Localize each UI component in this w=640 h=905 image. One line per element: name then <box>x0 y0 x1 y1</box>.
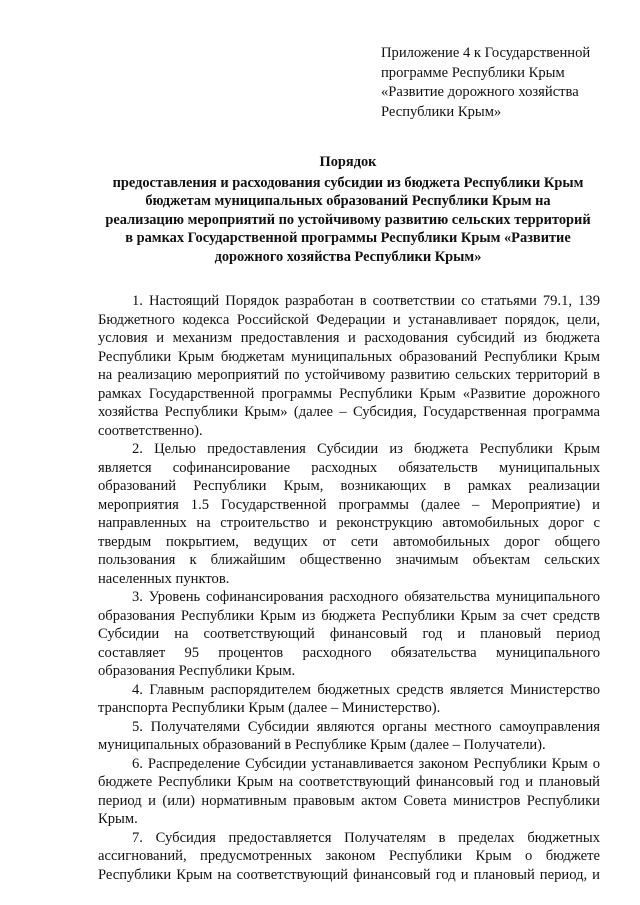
appendix-line: «Развитие дорожного хозяйства <box>381 84 579 100</box>
appendix-note <box>381 44 621 122</box>
paragraph-line: Республики Крым бюджетам муниципальных образований Республики Крым <box>98 348 600 365</box>
paragraph-line: соответственно). <box>98 422 203 439</box>
paragraph-line: 4. Главным распорядителем бюджетных средств является Министерство <box>132 681 600 698</box>
paragraph-6 <box>98 755 600 829</box>
paragraph-line: мероприятия 1.5 Государственной программы (далее – Мероприятие) и <box>98 496 600 513</box>
paragraph-line: Субсидии на соответствующий финансовый год и плановый период <box>98 626 600 642</box>
title-line: реализацию мероприятий по устойчивому развитию сельских территорий <box>105 211 591 228</box>
paragraph-line: транспорта Республики Крым (далее – Министерство). <box>98 700 441 716</box>
title-line: бюджетам муниципальных образований Республики Крым на <box>145 193 551 210</box>
paragraph-line: составляет 95 процентов расходного обязательства муниципального <box>98 644 600 661</box>
paragraph-line: 5. Получателями Субсидии являются органы местного самоуправления <box>132 718 600 735</box>
paragraph-line: образования Республики Крым. <box>98 663 296 679</box>
paragraph-4 <box>98 681 600 718</box>
title-heading: Порядок <box>319 154 377 170</box>
paragraph-line: 7. Субсидия предоставляется Получателям в пределах бюджетных <box>132 829 600 846</box>
paragraph-1 <box>98 292 600 440</box>
title-line: предоставления и расходования субсидии из бюджета Республики Крым <box>112 174 584 191</box>
paragraph-line: населенных пунктов. <box>98 570 230 587</box>
paragraph-line: ассигнований, предусмотренных законом Республики Крым о бюджете <box>98 848 600 864</box>
paragraph-7 <box>98 829 600 885</box>
paragraph-line: образований Республики Крым, возникающих в рамках реализации <box>98 478 600 494</box>
paragraph-line: на реализацию мероприятий по устойчивому развитию сельских территорий в <box>98 367 600 383</box>
paragraph-line: 3. Уровень софинансирования расходного обязательства муниципального <box>132 589 600 605</box>
paragraph-line: образования Республики Крым из бюджета Республики Крым за счет средств <box>98 607 600 624</box>
paragraph-line: является софинансирование расходных обязательств муниципальных <box>98 459 600 476</box>
appendix-line: Республики Крым» <box>381 103 502 120</box>
paragraph-2 <box>98 440 600 588</box>
paragraph-line: хозяйства Республики Крым» (далее – Субсидия, Государственная программа <box>98 404 600 420</box>
paragraph-line: Республики Крым на соответствующий финансовый год и плановый период, и <box>98 866 600 883</box>
paragraph-line: направленных на строительство и реконструкцию автомобильных дорог с <box>98 515 600 531</box>
appendix-line: программе Республики Крым <box>381 64 565 81</box>
paragraph-line: муниципальных образований в Республике Крым (далее – Получатели). <box>98 737 546 753</box>
title-line: дорожного хозяйства Республики Крым» <box>214 248 482 265</box>
paragraph-line: пользования к ближайшим общественно значимым объектам сельских <box>98 552 600 568</box>
document-title <box>88 153 608 267</box>
paragraph-line: условия и механизм предоставления и расходования субсидий из бюджета <box>98 330 600 346</box>
paragraph-line: твердым покрытием, ведущих от сети автомобильных дорог общего <box>98 533 600 550</box>
paragraph-line: 6. Распределение Субсидии устанавливается законом Республики Крым о <box>132 755 600 772</box>
paragraph-line: Крым. <box>98 811 138 827</box>
paragraph-line: 2. Целью предоставления Субсидии из бюджета Республики Крым <box>132 441 600 457</box>
title-line: в рамках Государственной программы Республики Крым «Развитие <box>125 230 571 247</box>
paragraph-5 <box>98 718 600 755</box>
document-body <box>98 292 600 884</box>
paragraph-line: 1. Настоящий Порядок разработан в соответствии со статьями 79.1, 139 <box>132 293 600 309</box>
paragraph-line: Бюджетного кодекса Российской Федерации и устанавливает порядок, цели, <box>98 311 600 328</box>
paragraph-line: бюджете Республики Крым на соответствующий финансовый год и плановый <box>98 774 600 790</box>
appendix-line: Приложение 4 к Государственной <box>381 45 591 61</box>
paragraph-line: период и (или) нормативным правовым актом Совета министров Республики <box>98 792 600 809</box>
paragraph-line: рамках Государственной программы Республики Крым «Развитие дорожного <box>98 385 600 402</box>
paragraph-3 <box>98 588 600 681</box>
